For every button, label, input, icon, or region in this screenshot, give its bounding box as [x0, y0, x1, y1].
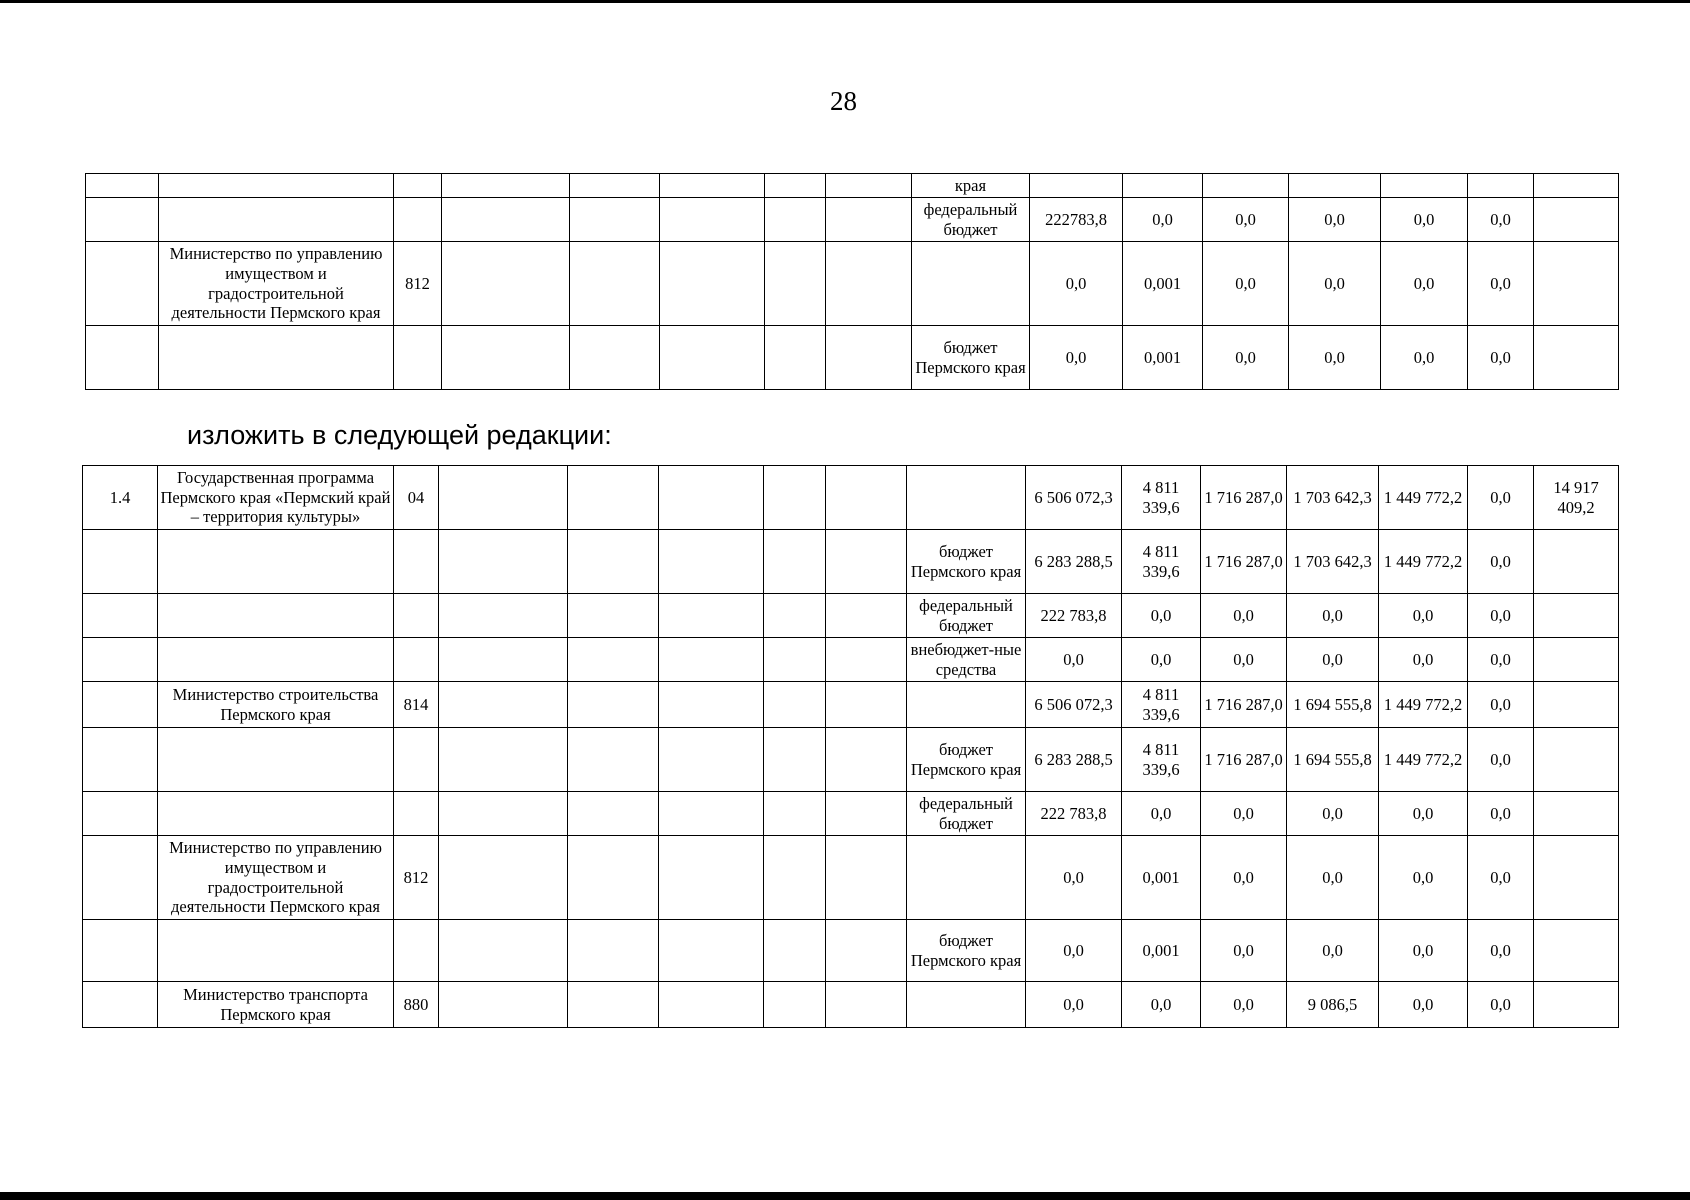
code-cell — [394, 638, 439, 682]
responsible-cell — [158, 638, 394, 682]
row-number-cell — [83, 982, 158, 1028]
table-row — [83, 982, 1619, 1028]
responsible-cell — [158, 530, 394, 594]
value-cell: 0,001 — [1123, 326, 1203, 390]
value-cell: 0,0 — [1122, 638, 1201, 682]
value-cell: 6 283 288,5 — [1026, 530, 1122, 594]
empty-cell — [439, 728, 568, 792]
table-row — [86, 198, 1619, 242]
responsible-cell — [159, 198, 394, 242]
value-cell: 1 716 287,0 — [1201, 530, 1287, 594]
funding-source-cell: федеральный бюджет — [907, 792, 1026, 836]
value-cell: 0,0 — [1201, 792, 1287, 836]
value-cell — [1030, 174, 1123, 198]
responsible-cell: Министерство строительства Пермского края — [158, 682, 394, 728]
value-cell: 4 811 339,6 — [1122, 530, 1201, 594]
empty-cell — [764, 836, 826, 920]
empty-cell — [570, 242, 660, 326]
value-cell: 0,0 — [1026, 836, 1122, 920]
value-cell: 1 716 287,0 — [1201, 682, 1287, 728]
value-cell: 0,0 — [1379, 638, 1468, 682]
value-cell: 0,0 — [1468, 466, 1534, 530]
code-cell: 880 — [394, 982, 439, 1028]
value-cell: 0,0 — [1468, 982, 1534, 1028]
total-cell — [1534, 792, 1619, 836]
value-cell: 4 811 339,6 — [1122, 728, 1201, 792]
empty-cell — [439, 682, 568, 728]
total-cell — [1534, 920, 1619, 982]
value-cell: 0,0 — [1122, 982, 1201, 1028]
code-cell — [394, 326, 442, 390]
total-cell — [1534, 682, 1619, 728]
value-cell: 9 086,5 — [1287, 982, 1379, 1028]
empty-cell — [660, 198, 765, 242]
total-cell — [1534, 198, 1619, 242]
value-cell: 1 449 772,2 — [1379, 728, 1468, 792]
table-row — [83, 682, 1619, 728]
row-number-cell — [83, 682, 158, 728]
value-cell: 0,0 — [1287, 638, 1379, 682]
value-cell: 0,0 — [1289, 326, 1381, 390]
code-cell: 04 — [394, 466, 439, 530]
value-cell: 0,0 — [1203, 326, 1289, 390]
table-row — [86, 174, 1619, 198]
total-cell — [1534, 836, 1619, 920]
empty-cell — [439, 638, 568, 682]
empty-cell — [660, 242, 765, 326]
value-cell: 0,001 — [1123, 242, 1203, 326]
value-cell: 0,0 — [1201, 982, 1287, 1028]
value-cell: 0,0 — [1201, 920, 1287, 982]
value-cell: 1 703 642,3 — [1287, 466, 1379, 530]
table-row — [83, 594, 1619, 638]
responsible-cell — [159, 174, 394, 198]
empty-cell — [826, 982, 907, 1028]
value-cell: 0,0 — [1468, 326, 1534, 390]
value-cell: 0,0 — [1468, 530, 1534, 594]
empty-cell — [439, 792, 568, 836]
value-cell: 0,0 — [1026, 920, 1122, 982]
funding-source-cell: бюджет Пермского края — [907, 920, 1026, 982]
value-cell: 1 716 287,0 — [1201, 466, 1287, 530]
empty-cell — [826, 530, 907, 594]
value-cell: 0,0 — [1468, 594, 1534, 638]
responsible-cell — [158, 728, 394, 792]
value-cell: 0,0 — [1030, 326, 1123, 390]
value-cell: 0,0 — [1468, 682, 1534, 728]
empty-cell — [826, 174, 912, 198]
empty-cell — [568, 728, 659, 792]
responsible-cell: Государственная программа Пермского края «Пермский край – территория культуры» — [158, 466, 394, 530]
table-row — [83, 792, 1619, 836]
code-cell — [394, 198, 442, 242]
value-cell: 222 783,8 — [1026, 594, 1122, 638]
value-cell — [1203, 174, 1289, 198]
value-cell: 0,001 — [1122, 920, 1201, 982]
value-cell: 222783,8 — [1030, 198, 1123, 242]
total-cell — [1534, 326, 1619, 390]
total-cell — [1534, 728, 1619, 792]
value-cell — [1289, 174, 1381, 198]
value-cell: 0,0 — [1381, 242, 1468, 326]
code-cell — [394, 792, 439, 836]
value-cell: 1 694 555,8 — [1287, 728, 1379, 792]
empty-cell — [568, 466, 659, 530]
funding-source-cell: бюджет Пермского края — [907, 530, 1026, 594]
value-cell: 0,0 — [1203, 242, 1289, 326]
responsible-cell: Министерство по управлению имуществом и градостроительной деятельности Пермского края — [158, 836, 394, 920]
code-cell: 814 — [394, 682, 439, 728]
value-cell: 0,0 — [1123, 198, 1203, 242]
empty-cell — [439, 594, 568, 638]
table-row — [83, 836, 1619, 920]
responsible-cell: Министерство по управлению имуществом и градостроительной деятельности Пермского края — [159, 242, 394, 326]
empty-cell — [442, 242, 570, 326]
empty-cell — [826, 728, 907, 792]
funding-source-cell: края — [912, 174, 1030, 198]
table-row — [86, 326, 1619, 390]
funding-source-cell: федеральный бюджет — [912, 198, 1030, 242]
value-cell — [1468, 174, 1534, 198]
value-cell: 1 449 772,2 — [1379, 682, 1468, 728]
responsible-cell: Министерство транспорта Пермского края — [158, 982, 394, 1028]
empty-cell — [826, 242, 912, 326]
code-cell: 812 — [394, 242, 442, 326]
empty-cell — [439, 836, 568, 920]
value-cell: 0,0 — [1289, 198, 1381, 242]
value-cell: 0,0 — [1381, 198, 1468, 242]
value-cell: 0,0 — [1468, 792, 1534, 836]
value-cell: 0,0 — [1030, 242, 1123, 326]
empty-cell — [826, 682, 907, 728]
value-cell: 4 811 339,6 — [1122, 466, 1201, 530]
responsible-cell — [159, 326, 394, 390]
scan-border-top — [0, 0, 1690, 3]
row-number-cell — [83, 594, 158, 638]
empty-cell — [659, 530, 764, 594]
empty-cell — [659, 466, 764, 530]
value-cell: 6 506 072,3 — [1026, 466, 1122, 530]
empty-cell — [764, 728, 826, 792]
total-cell — [1534, 982, 1619, 1028]
value-cell: 0,0 — [1379, 920, 1468, 982]
funding-source-cell — [907, 836, 1026, 920]
table-row — [83, 920, 1619, 982]
value-cell: 1 716 287,0 — [1201, 728, 1287, 792]
responsible-cell — [158, 792, 394, 836]
empty-cell — [570, 174, 660, 198]
value-cell: 0,0 — [1379, 792, 1468, 836]
empty-cell — [570, 326, 660, 390]
table-row — [83, 466, 1619, 530]
value-cell: 4 811 339,6 — [1122, 682, 1201, 728]
empty-cell — [442, 174, 570, 198]
total-cell — [1534, 530, 1619, 594]
empty-cell — [660, 174, 765, 198]
empty-cell — [659, 682, 764, 728]
value-cell: 0,0 — [1468, 242, 1534, 326]
empty-cell — [826, 836, 907, 920]
value-cell: 0,0 — [1201, 638, 1287, 682]
empty-cell — [439, 982, 568, 1028]
empty-cell — [439, 466, 568, 530]
value-cell: 6 506 072,3 — [1026, 682, 1122, 728]
empty-cell — [442, 326, 570, 390]
value-cell: 0,0 — [1379, 982, 1468, 1028]
empty-cell — [439, 920, 568, 982]
total-cell — [1534, 174, 1619, 198]
funding-source-cell: внебюджет-ные средства — [907, 638, 1026, 682]
value-cell: 1 449 772,2 — [1379, 530, 1468, 594]
row-number-cell — [86, 198, 159, 242]
value-cell: 0,0 — [1379, 836, 1468, 920]
value-cell — [1381, 174, 1468, 198]
empty-cell — [659, 920, 764, 982]
funding-source-cell — [907, 982, 1026, 1028]
value-cell: 222 783,8 — [1026, 792, 1122, 836]
empty-cell — [568, 594, 659, 638]
empty-cell — [765, 326, 826, 390]
table-row — [83, 530, 1619, 594]
empty-cell — [826, 920, 907, 982]
value-cell: 0,0 — [1201, 836, 1287, 920]
empty-cell — [764, 638, 826, 682]
section-heading: изложить в следующей редакции: — [187, 420, 612, 450]
empty-cell — [568, 792, 659, 836]
empty-cell — [568, 920, 659, 982]
empty-cell — [442, 198, 570, 242]
table-row — [83, 728, 1619, 792]
row-number-cell — [83, 638, 158, 682]
responsible-cell — [158, 920, 394, 982]
empty-cell — [764, 982, 826, 1028]
empty-cell — [826, 594, 907, 638]
page-number: 28 — [830, 86, 857, 116]
value-cell: 0,0 — [1122, 792, 1201, 836]
empty-cell — [570, 198, 660, 242]
row-number-cell — [86, 242, 159, 326]
empty-cell — [765, 174, 826, 198]
row-number-cell — [83, 920, 158, 982]
total-cell: 14 917 409,2 — [1534, 466, 1619, 530]
empty-cell — [765, 242, 826, 326]
code-cell: 812 — [394, 836, 439, 920]
total-cell — [1534, 638, 1619, 682]
value-cell: 0,0 — [1287, 594, 1379, 638]
funding-source-cell — [912, 242, 1030, 326]
value-cell: 0,0 — [1122, 594, 1201, 638]
code-cell — [394, 594, 439, 638]
empty-cell — [764, 792, 826, 836]
value-cell: 1 694 555,8 — [1287, 682, 1379, 728]
empty-cell — [764, 594, 826, 638]
value-cell: 0,0 — [1468, 638, 1534, 682]
budget-table-previous — [85, 173, 1619, 390]
value-cell — [1123, 174, 1203, 198]
empty-cell — [764, 682, 826, 728]
value-cell: 0,0 — [1287, 792, 1379, 836]
value-cell: 1 449 772,2 — [1379, 466, 1468, 530]
funding-source-cell — [907, 682, 1026, 728]
value-cell: 0,0 — [1289, 242, 1381, 326]
empty-cell — [826, 326, 912, 390]
value-cell: 0,001 — [1122, 836, 1201, 920]
empty-cell — [568, 638, 659, 682]
value-cell: 0,0 — [1379, 594, 1468, 638]
value-cell: 0,0 — [1468, 198, 1534, 242]
value-cell: 0,0 — [1381, 326, 1468, 390]
responsible-cell — [158, 594, 394, 638]
value-cell: 0,0 — [1026, 982, 1122, 1028]
empty-cell — [659, 982, 764, 1028]
value-cell: 1 703 642,3 — [1287, 530, 1379, 594]
empty-cell — [764, 530, 826, 594]
row-number-cell — [83, 792, 158, 836]
funding-source-cell: бюджет Пермского края — [912, 326, 1030, 390]
row-number-cell: 1.4 — [83, 466, 158, 530]
value-cell: 0,0 — [1203, 198, 1289, 242]
empty-cell — [660, 326, 765, 390]
table-row — [86, 242, 1619, 326]
empty-cell — [826, 792, 907, 836]
value-cell: 0,0 — [1026, 638, 1122, 682]
funding-source-cell: федеральный бюджет — [907, 594, 1026, 638]
empty-cell — [659, 728, 764, 792]
empty-cell — [765, 198, 826, 242]
table-body — [83, 466, 1619, 1028]
empty-cell — [764, 920, 826, 982]
empty-cell — [659, 836, 764, 920]
table-row — [83, 638, 1619, 682]
code-cell — [394, 174, 442, 198]
row-number-cell — [83, 728, 158, 792]
table-body — [86, 174, 1619, 390]
empty-cell — [568, 682, 659, 728]
total-cell — [1534, 242, 1619, 326]
row-number-cell — [86, 174, 159, 198]
funding-source-cell: бюджет Пермского края — [907, 728, 1026, 792]
total-cell — [1534, 594, 1619, 638]
value-cell: 0,0 — [1468, 728, 1534, 792]
empty-cell — [568, 836, 659, 920]
row-number-cell — [86, 326, 159, 390]
row-number-cell — [83, 530, 158, 594]
code-cell — [394, 728, 439, 792]
row-number-cell — [83, 836, 158, 920]
empty-cell — [568, 982, 659, 1028]
code-cell — [394, 920, 439, 982]
value-cell: 6 283 288,5 — [1026, 728, 1122, 792]
empty-cell — [764, 466, 826, 530]
empty-cell — [659, 792, 764, 836]
empty-cell — [826, 198, 912, 242]
value-cell: 0,0 — [1287, 836, 1379, 920]
empty-cell — [439, 530, 568, 594]
empty-cell — [826, 466, 907, 530]
value-cell: 0,0 — [1468, 920, 1534, 982]
value-cell: 0,0 — [1201, 594, 1287, 638]
empty-cell — [826, 638, 907, 682]
code-cell — [394, 530, 439, 594]
funding-source-cell — [907, 466, 1026, 530]
empty-cell — [568, 530, 659, 594]
value-cell: 0,0 — [1287, 920, 1379, 982]
empty-cell — [659, 594, 764, 638]
budget-table-new — [82, 465, 1619, 1028]
value-cell: 0,0 — [1468, 836, 1534, 920]
scan-border-bottom — [0, 1192, 1690, 1200]
empty-cell — [659, 638, 764, 682]
